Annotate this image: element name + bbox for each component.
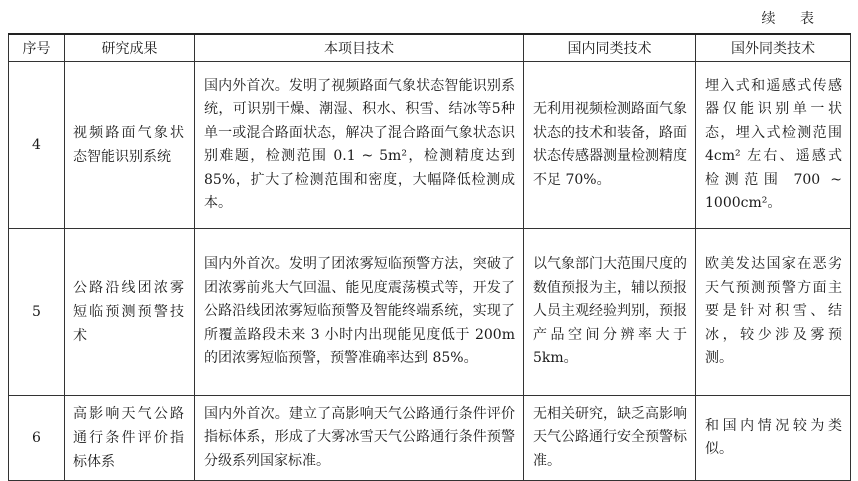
- foreign-tech-cell: 欧美发达国家在恶劣天气预测预警方面主要是针对积雪、结冰，较少涉及雾预测。: [696, 229, 851, 396]
- domestic-tech-cell: 无相关研究，缺乏高影响天气公路通行安全预警标准。: [524, 396, 696, 481]
- comparison-table: [8, 33, 851, 481]
- row-number: 5: [9, 229, 65, 396]
- row-number: 4: [9, 62, 65, 229]
- achievement-cell: 视频路面气象状态智能识别系统: [65, 62, 195, 229]
- continuation-label: 续 表: [761, 11, 824, 27]
- foreign-tech-cell: 和国内情况较为类似。: [696, 396, 851, 481]
- table-row: [9, 62, 851, 229]
- header-project-tech: 本项目技术: [195, 34, 524, 62]
- header-achievement: 研究成果: [65, 34, 195, 62]
- table-row: [9, 396, 851, 481]
- foreign-tech-cell: 埋入式和遥感式传感器仅能识别单一状态，埋入式检测范围 4cm² 左右、遥感式检测范围 700 ~ 1000cm²。: [696, 62, 851, 229]
- row-number: 6: [9, 396, 65, 481]
- achievement-cell: 公路沿线团浓雾短临预测预警技术: [65, 229, 195, 396]
- header-no: 序号: [9, 34, 65, 62]
- header-domestic-tech: 国内同类技术: [524, 34, 696, 62]
- achievement-cell: 高影响天气公路通行条件评价指标体系: [65, 396, 195, 481]
- table-header-row: [9, 34, 851, 62]
- project-tech-cell: 国内外首次。发明了视频路面气象状态智能识别系统，可识别干燥、潮湿、积水、积雪、结冰等5种单一或混合路面状态，解决了混合路面气象状态识别难题，检测范围 0.1 ~ 5m²，检测精度达到 85%，扩大了检测范围和密度，大幅降低检测成本。: [195, 62, 524, 229]
- table-row: [9, 229, 851, 396]
- project-tech-cell: 国内外首次。发明了团浓雾短临预警方法，突破了团浓雾前兆大气回温、能见度震荡模式等，开发了公路沿线团浓雾短临预警及智能终端系统，实现了所覆盖路段未来 3 小时内出现能见度低于 200m 的团浓雾短临预警，预警准确率达到 85%。: [195, 229, 524, 396]
- domestic-tech-cell: 无利用视频检测路面气象状态的技术和装备，路面状态传感器测量检测精度不足 70%。: [524, 62, 696, 229]
- project-tech-cell: 国内外首次。建立了高影响天气公路通行条件评价指标体系，形成了大雾冰雪天气公路通行条件预警分级系列国家标准。: [195, 396, 524, 481]
- header-foreign-tech: 国外同类技术: [696, 34, 851, 62]
- domestic-tech-cell: 以气象部门大范围尺度的数值预报为主，辅以预报人员主观经验判别，预报产品空间分辨率大于 5km。: [524, 229, 696, 396]
